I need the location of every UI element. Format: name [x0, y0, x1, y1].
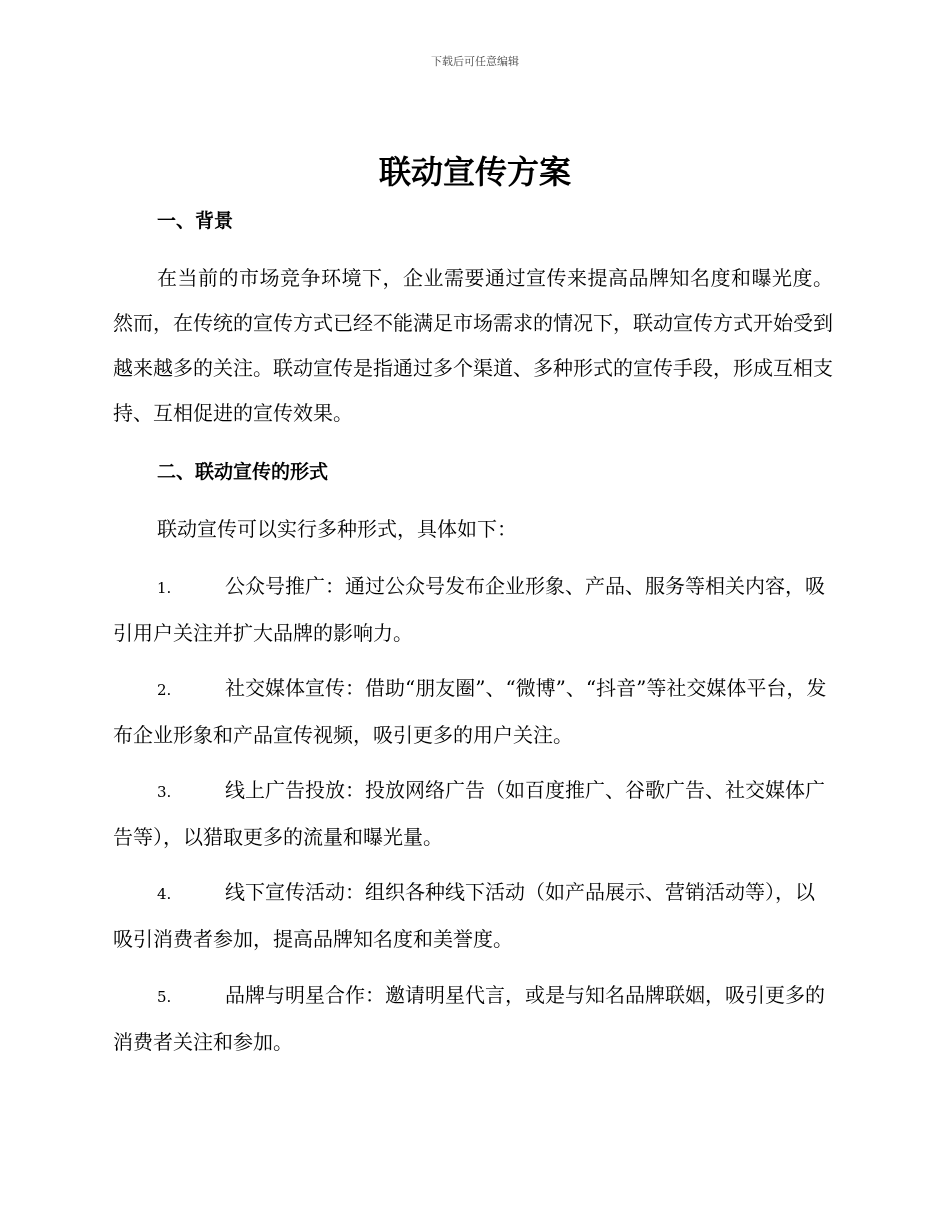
list-item	[113, 973, 833, 1065]
list-item-number: 4.	[157, 885, 172, 903]
list-item	[113, 768, 833, 860]
list-item-text: 公众号推广：通过公众号发布企业形象、产品、服务等相关内容，吸引用户关注并扩大品牌的影响力。	[113, 574, 825, 645]
list-item-text: 品牌与明星合作：邀请明星代言，或是与知名品牌联姻，吸引更多的消费者关注和参加。	[113, 983, 825, 1054]
list-item-number: 1.	[157, 579, 172, 597]
list-item	[113, 564, 833, 656]
forms-intro: 联动宣传可以实行多种形式，具体如下：	[157, 517, 517, 541]
list-item-text: 线下宣传活动：组织各种线下活动（如产品展示、营销活动等），以吸引消费者参加，提高品牌知名度和美誉度。	[113, 880, 815, 951]
list-item-number: 5.	[157, 988, 172, 1006]
background-paragraph: 在当前的市场竞争环境下，企业需要通过宣传来提高品牌知名度和曝光度。然而，在传统的宣传方式已经不能满足市场需求的情况下，联动宣传方式开始受到越来越多的关注。联动宣传是指通过多个渠道、多种形式的宣传手段，形成互相支持、互相促进的宣传效果。	[113, 266, 833, 425]
section-heading-forms: 二、联动宣传的形式	[157, 461, 329, 483]
list-item-text: 线上广告投放：投放网络广告（如百度推广、谷歌广告、社交媒体广告等），以猎取更多的流量和曝光量。	[113, 778, 825, 849]
header-note: 下载后可任意编辑	[431, 55, 519, 68]
list-item-number: 2.	[157, 681, 172, 699]
document-title: 联动宣传方案	[378, 153, 571, 191]
list-item	[113, 666, 833, 758]
list-item	[113, 870, 833, 962]
section-heading-background: 一、背景	[157, 210, 234, 232]
list-item-text: 社交媒体宣传：借助“朋友圈”、“微博”、“抖音”等社交媒体平台，发布企业形象和产品宣传视频，吸引更多的用户关注。	[113, 676, 827, 747]
list-item-number: 3.	[157, 783, 172, 801]
